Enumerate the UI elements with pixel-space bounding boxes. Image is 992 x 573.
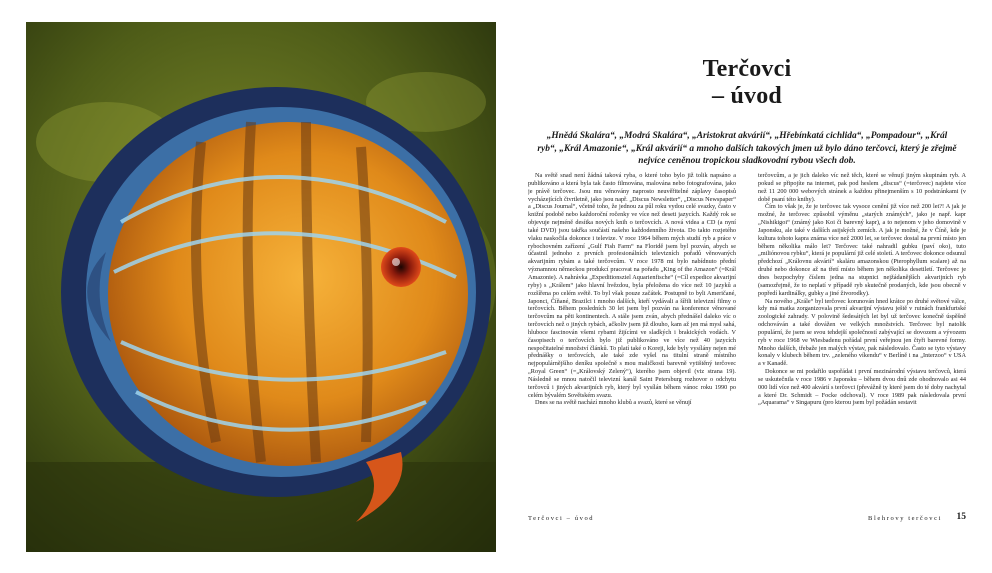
article-lead: „Hnědá Skalára“, „Modrá Skalára“, „Aristokrat akvárií“, „Hřebínkatá cichlida“, „Pompadour“, „Král ryb“, „Král Amazonie“, „Král akvárií“ a mnoho dalších takových jmen už bylo dáno terčovci, který je zřejmě nejvíce ceněnou tropickou sladkovodní rybou všech dob. — [537, 131, 957, 166]
discus-fish-photo — [26, 22, 496, 552]
paragraph-2: Dnes se na světě nachází mnoho klubů a svazů, které se věnují — [535, 399, 692, 407]
title-line-2: – úvod — [712, 83, 782, 109]
footer-section-title: Terčovci – úvod — [528, 515, 595, 522]
paragraph-1: Na světě snad není žádná taková ryba, o které toho bylo již tolik napsáno a publikováno a která byla tak často filmována, malována nebo fotografována, jako je právě terčovec. Jsou mu věnovány naprosto neuvěřitelné záplavy časopisů vycházejících čtvrtletně, jako jsou např. „Discus Newsletter“, „Discus Newspaper“ a „Discus Journal“, včetně toho, že jednou za půl roku vydou celé svazky, často v knižní podobě nebo každoroční ročenky ve více než deseti jazycích. Každý rok se objevuje nejméně desítka nových knih o terčovcích. A nová videa a CD (a nyní také DVD) jsou takřka součástí našeho každodenního života. Do takto rozjetého vlaku naskočila dokonce i televize. V roce 1964 během mých studií ryb a práce v rybochovném zařízení „Gulf Fish Farm“ na Floridě jsem byl pozván, abych se účastnil jednoho z prvních profesionálních televizních pořadů věnovaných akvarijním rybám a také terčovcům. V roce 1978 mi bylo nabídnuto přední významnou německou produkcí pracovat na pořadu „King of the Amazon“ (=Král Amazonie). A nahrávka „Expeditionsziel Aquarienfische“ (=Cíl expedice akvarijní ryby) s „Králem“ jako hlavní hvězdou, byla přeložena do více než 10 jazyků a rozšířena po celém světě. To byl však pouze začátek. Postupně to byli Američané, Japonci, Číňané, Brazilci i mnoho dalších, kteří vydávali a šířili televizní filmy o terčovcích. Během posledních 30 let jsem byl pozván na konference věnované terčovcům na pěti kontinentech. A stále jsem zván, abych přednášel daleko víc o terčovcích než o jiných rybách, ačkoliv jsem již dlouho, kam až jen má mysl sahá, hluboce fascinován všemi rybami žijícími ve sladkých i brakických vodách. V časopisech o terčovcích bylo již publikováno ve více než 40 jazycích nespočitatelné množství článků. To platí také o Koreji, kde byly vysílány nejen mé přednášky o terčovcích, ale také zde vyšel na titulní straně místního nejpopulárnějšího deníku společně s mou maličkostí barevně vytištěný terčovec „Royal Green“ (=„Královský Zelený“), kterého jsem objevil (viz strana 19). Následně se mnou natočil televizní kanál Saint Petersburg rozhovor o odchytu terčovců i jiných akvarijních ryb, který byl vysílán během vánoc roku 1990 po celém bývalém Sovětském svazu. — [528, 172, 736, 399]
column-left — [528, 172, 736, 512]
column-right — [758, 172, 966, 512]
paragraph-4: Čím to však je, že je terčovec tak vysoce cenění již více než 200 let?! A jak je možné, že terčovec způsobil výměnu „starých známých“, jako je např. kapr „Nishikigoi“ (známý jako Koi či barevný kapr), a to nejenom v jeho domovině v Japonsku, ale také v dalších asijských zemích. A jak je možné, že v Číně, kde je kultura tohoto kapra známa více než 2000 let, se terčovec dostal na první místo jen během několika málo let? Terčovec také nahradil gubku (paví oko), tuto „miliónovou rybku“, která je populární již celé století. A terčovec dokonce odsunul předchozí „Královnu akvárií“ skaláru amazonskou (Pterophyllum scalare) až na druhé nebo dokonce až na třetí místo během jen několika desetiletí. Terčovec je dnes bezpochyby číslem jedna na stupnici nejžádanějších akvarijních ryb (samozřejmě, že to neplatí v případě ryb skutečně prodaných, kde jsou obecně v popředí kardinálky, gubky a jiné živorodky). — [758, 203, 966, 297]
paragraph-6: Dokonce se mi podařilo uspořádat i první mezinárodní výstavu terčovců, která se uskutečnila v roce 1986 v Japonsku – během dvou dnů zde ohodnovalo asi 44 000 lidí více než 400 akvárií s terčovci (převážně ty které jsem do té doby nachytal a které Dr. Schmidt – Focke odchoval). V roce 1989 pak následovala první „Aquarama“ v Singapuru (pro kterou jsem byl požádán sestavit — [758, 368, 966, 407]
page-number: 15 — [956, 512, 966, 522]
paragraph-3: terčovcům, a je jich daleko víc než těch, které se věnují jiným skupinám ryb. A pokud se připojíte na internet, pak pod heslem „discus“ (=terčovec) najdete více než 11 200 000 webových stránek a každou přinejmenším s 10 podstránkami (v době psaní této knihy). — [758, 172, 966, 203]
footer-book-title: Blehrovy terčovci — [868, 515, 942, 522]
page-footer — [528, 512, 966, 526]
article-page — [528, 40, 966, 552]
article-title — [528, 56, 966, 110]
paragraph-5: Na nového „Krále“ byl terčovec korunován hned krátce po druhé světové válce, kdy má matka zorganizovala první akvarijní výstavu ještě v ruinách frankfurtské zoologické zahrady. V polovině šedesátých let byl už terčovec konečně úspěšně odchováván a také dovážen ve velkých množstvích. Terčovec byl natolik populární, že jsem se svou tehdejší společností zabývající se dovozem a vývozem ryb v roce 1968 ve Wiesbadenu pořádal první veřejnou jen čtyři barevné formy. Mnoho dalších, třebaže jen malých výstav, pak následovalo. Často se tyto výstavy konaly v klubech během trv. „zeleného víkendu“ v Berlíně i na „Interzoo“ v USA a v Kanadě. — [758, 297, 966, 368]
article-body — [528, 172, 966, 512]
discus-fish-illustration — [26, 22, 496, 552]
title-line-1: Terčovci — [702, 56, 792, 82]
